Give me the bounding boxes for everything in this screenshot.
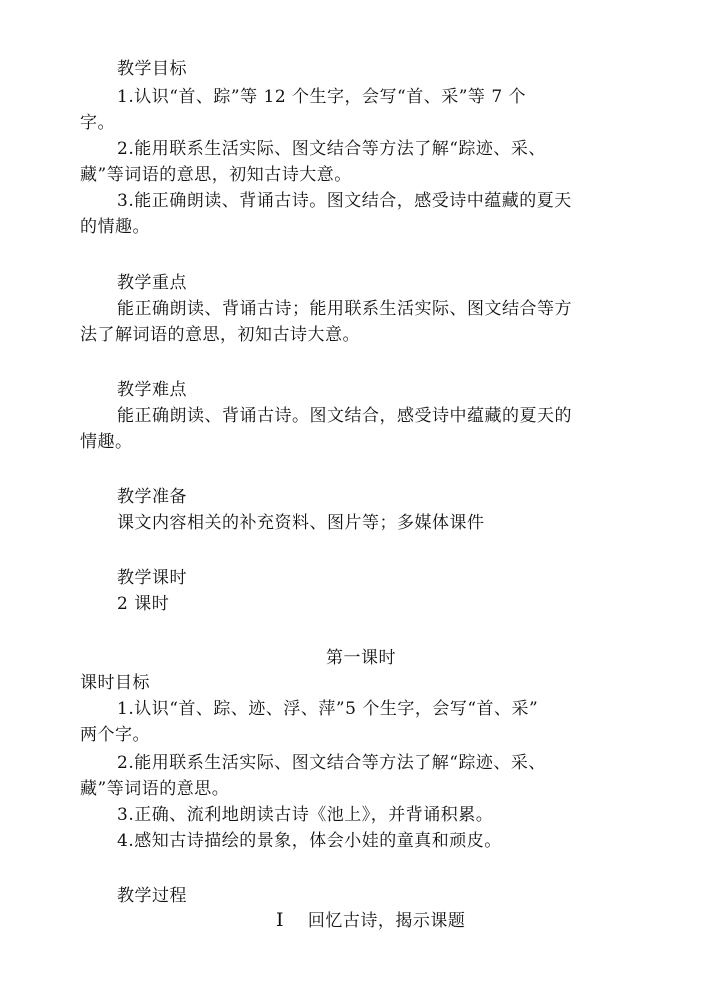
period-objective-1-line-2: 两个字。 xyxy=(80,725,150,745)
preparation-text: 课文内容相关的补充资料、图片等；多媒体课件 xyxy=(117,513,485,533)
objective-2-line-1: 2.能用联系生活实际、图文结合等方法了解“踪迹、采、 xyxy=(117,139,546,159)
period-objective-3: 3.正确、流利地朗读古诗《池上》，并背诵积累。 xyxy=(117,805,494,825)
period-objective-2-line-2: 藏”等词语的意思。 xyxy=(80,779,230,799)
key-points-line-1: 能正确朗读、背诵古诗；能用联系生活实际、图文结合等方 xyxy=(117,299,572,319)
objective-1-line-2: 字。 xyxy=(80,113,115,133)
periods-heading: 教学课时 xyxy=(117,568,187,588)
objectives-heading: 教学目标 xyxy=(117,59,187,79)
period-objective-1-line-1: 1.认识“首、踪、迹、浮、萍”5 个生字，会写“首、采” xyxy=(117,699,539,719)
section-1-numeral: Ⅰ xyxy=(276,909,285,931)
first-period-objectives-heading: 课时目标 xyxy=(80,673,150,693)
section-1-title: 回忆古诗，揭示课题 xyxy=(307,911,466,931)
objective-2-line-2: 藏”等词语的意思，初知古诗大意。 xyxy=(80,165,352,185)
first-period-title: 第一课时 xyxy=(326,648,396,668)
difficulties-heading: 教学难点 xyxy=(117,380,187,400)
objective-3-line-1: 3.能正确朗读、背诵古诗。图文结合，感受诗中蕴藏的夏天 xyxy=(117,191,572,211)
preparation-heading: 教学准备 xyxy=(117,487,187,507)
objective-3-line-2: 的情趣。 xyxy=(80,217,150,237)
difficulties-line-2: 情趣。 xyxy=(80,432,133,452)
difficulties-line-1: 能正确朗读、背诵古诗。图文结合，感受诗中蕴藏的夏天的 xyxy=(117,406,572,426)
objective-1-line-1: 1.认识“首、踪”等 12 个生字，会写“首、采”等 7 个 xyxy=(117,87,527,107)
period-objective-2-line-1: 2.能用联系生活实际、图文结合等方法了解“踪迹、采、 xyxy=(117,753,546,773)
process-heading: 教学过程 xyxy=(117,886,187,906)
key-points-line-2: 法了解词语的意思，初知古诗大意。 xyxy=(80,325,360,345)
periods-text: 2 课时 xyxy=(117,594,170,614)
period-objective-4: 4.感知古诗描绘的景象，体会小娃的童真和顽皮。 xyxy=(117,831,502,851)
process-section-1-heading xyxy=(276,907,465,934)
key-points-heading: 教学重点 xyxy=(117,273,187,293)
